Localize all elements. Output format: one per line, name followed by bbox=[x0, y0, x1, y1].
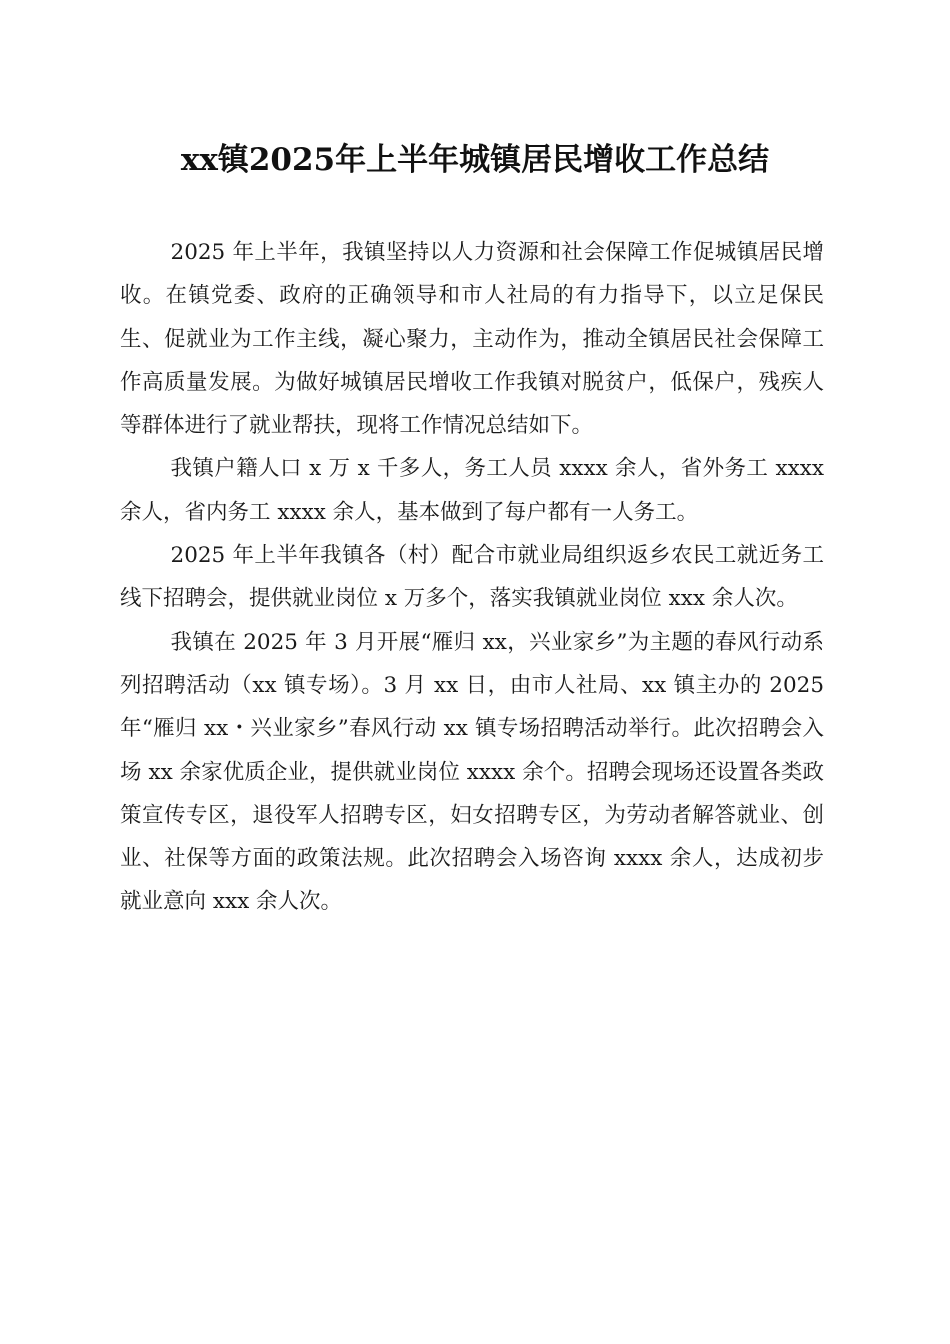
document-body bbox=[120, 231, 824, 924]
paragraph-intro: 2025 年上半年，我镇坚持以人力资源和社会保障工作促城镇居民增收。在镇党委、政府的正确领导和市人社局的有力指导下，以立足保民生、促就业为工作主线，凝心聚力，主动作为，推动全镇居民社会保障工作高质量发展。为做好城镇居民增收工作我镇对脱贫户，低保户，残疾人等群体进行了就业帮扶，现将工作情况总结如下。 bbox=[120, 240, 824, 439]
paragraph-job-fair: 2025 年上半年我镇各（村）配合市就业局组织返乡农民工就近务工线下招聘会，提供就业岗位 x 万多个，落实我镇就业岗位 xxx 余人次。 bbox=[120, 543, 824, 612]
paragraph-spring-campaign: 我镇在 2025 年 3 月开展“雁归 xx，兴业家乡”为主题的春风行动系列招聘活动（xx 镇专场）。3 月 xx 日，由市人社局、xx 镇主办的 2025 年“雁归 xx・兴业家乡”春风行动 xx 镇专场招聘活动举行。此次招聘会入场 xx 余家优质企业，提供就业岗位 xxxx 余个。招聘会现场还设置各类政策宣传专区，退役军人招聘专区，妇女招聘专区，为劳动者解答就业、创业、社保等方面的政策法规。此次招聘会入场咨询 xxxx 余人，达成初步就业意向 xxx 余人次。 bbox=[120, 629, 824, 915]
paragraph-population: 我镇户籍人口 x 万 x 千多人，务工人员 xxxx 余人，省外务工 xxxx 余人，省内务工 xxxx 余人，基本做到了每户都有一人务工。 bbox=[120, 456, 824, 525]
document-title: xx镇2025年上半年城镇居民增收工作总结 bbox=[180, 142, 770, 178]
